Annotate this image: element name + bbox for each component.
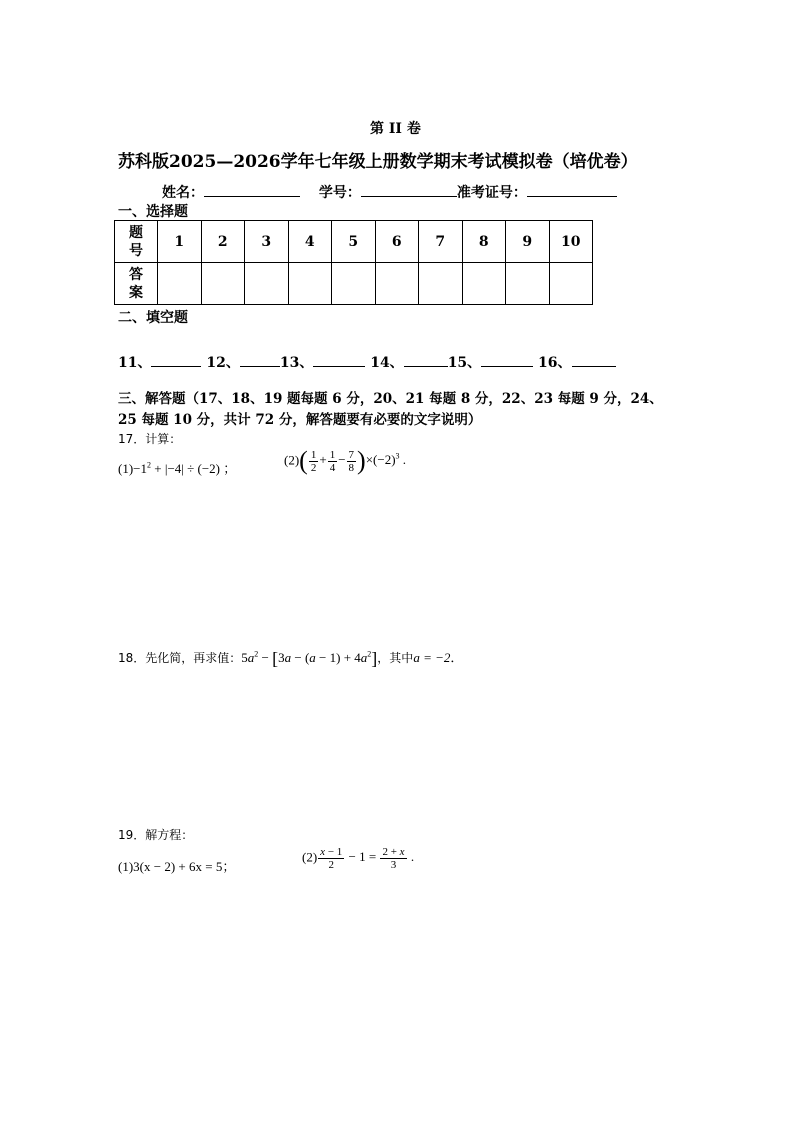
answer-cell[interactable] <box>419 263 463 305</box>
fill-blank-line <box>118 351 616 372</box>
q17-label: 17．计算： <box>118 432 182 446</box>
q17-part1 <box>118 458 236 477</box>
question-number: 2 <box>201 221 245 263</box>
blank-label: 16、 <box>538 355 572 371</box>
q17-part1-label: (1) <box>118 461 134 476</box>
q17-part2-expression: ( $\frac{1}{2}$ + $\frac{1}{4}$ − $\frac{7}{8}$ )$\times(-2)^3$ . <box>299 446 407 476</box>
blank-label: 15、 <box>447 355 482 371</box>
student-info-line <box>162 181 617 202</box>
volume-label: 第 II 卷 <box>370 121 421 137</box>
question-number: 9 <box>506 221 550 263</box>
table-row <box>115 263 593 305</box>
table-row <box>115 221 593 263</box>
q19-part1 <box>118 856 235 875</box>
q17-part1-expression: $-1^2 + |-4| \div (-2)$ ； <box>133 460 237 476</box>
blank-label: 11、 <box>118 355 152 371</box>
blank-label: 13、 <box>279 355 314 371</box>
q19-part2-expression: $\frac{x - 1}{2}$ − 1 = $\frac{2 + x}{3}$ . <box>320 846 415 871</box>
section2-heading: 二、填空题 <box>118 310 188 326</box>
blank-label: 12、 <box>206 355 240 371</box>
q19-label: 19．解方程： <box>118 828 194 842</box>
blank-field[interactable] <box>404 351 448 367</box>
answer-cell[interactable] <box>158 263 202 305</box>
question-number-header: 题 号 <box>115 221 158 263</box>
answer-cell[interactable] <box>245 263 289 305</box>
q18-expression: $5a^2 - [3a - (a - 1) + 4a^2]$ <box>241 648 378 669</box>
blank-label: 14、 <box>370 355 404 371</box>
question-number: 5 <box>332 221 376 263</box>
q18-end: ． <box>450 651 464 666</box>
exam-number-label: 准考证号： <box>456 185 527 201</box>
answer-cell[interactable] <box>375 263 419 305</box>
question-number: 1 <box>158 221 202 263</box>
page-title: 苏科版2025—2026学年七年级上册数学期末考试模拟卷（培优卷） <box>118 152 638 172</box>
q18 <box>118 647 463 670</box>
section1-heading: 一、选择题 <box>118 204 188 220</box>
question-number: 4 <box>288 221 332 263</box>
question-number: 7 <box>419 221 463 263</box>
q17-part2-label: (2) <box>284 452 300 468</box>
question-number: 6 <box>375 221 419 263</box>
q19-part2-label: (2) <box>302 849 318 865</box>
section3-heading-line1: 三、解答题（17、18、19 题每题 6 分，20、21 每题 8 分，22、23 每题 9 分，24、 <box>118 391 663 407</box>
blank-field[interactable] <box>151 351 201 367</box>
q17-part2 <box>284 446 407 476</box>
answer-cell[interactable] <box>332 263 376 305</box>
blank-field[interactable] <box>481 351 533 367</box>
name-field[interactable] <box>204 181 300 197</box>
blank-field[interactable] <box>240 351 280 367</box>
answer-cell[interactable] <box>462 263 506 305</box>
answer-table <box>114 220 593 305</box>
blank-field[interactable] <box>313 351 365 367</box>
name-label: 姓名： <box>162 185 204 201</box>
q19-part1-label: (1) <box>118 859 134 874</box>
answer-cell[interactable] <box>288 263 332 305</box>
q18-label: 18．先化简，再求值： <box>118 651 242 665</box>
blank-field[interactable] <box>572 351 616 367</box>
question-number: 8 <box>462 221 506 263</box>
q19-part1-end: ； <box>222 859 236 874</box>
answer-cell[interactable] <box>549 263 593 305</box>
exam-number-field[interactable] <box>527 181 617 197</box>
student-id-label: 学号： <box>318 185 361 201</box>
question-number: 3 <box>245 221 289 263</box>
q19-part1-expression: 3(x − 2) + 6x = 5 <box>133 859 223 874</box>
answer-cell[interactable] <box>506 263 550 305</box>
section3-heading-line2: 25 每题 10 分，共计 72 分，解答题要有必要的文字说明） <box>118 412 482 428</box>
student-id-field[interactable] <box>361 181 457 197</box>
question-number: 10 <box>549 221 593 263</box>
q19-part2 <box>302 846 414 871</box>
q18-condition-value: a = −2 <box>413 650 451 665</box>
q18-condition: ，其中 <box>377 651 414 665</box>
answer-cell[interactable] <box>201 263 245 305</box>
answer-header: 答 案 <box>115 263 158 305</box>
